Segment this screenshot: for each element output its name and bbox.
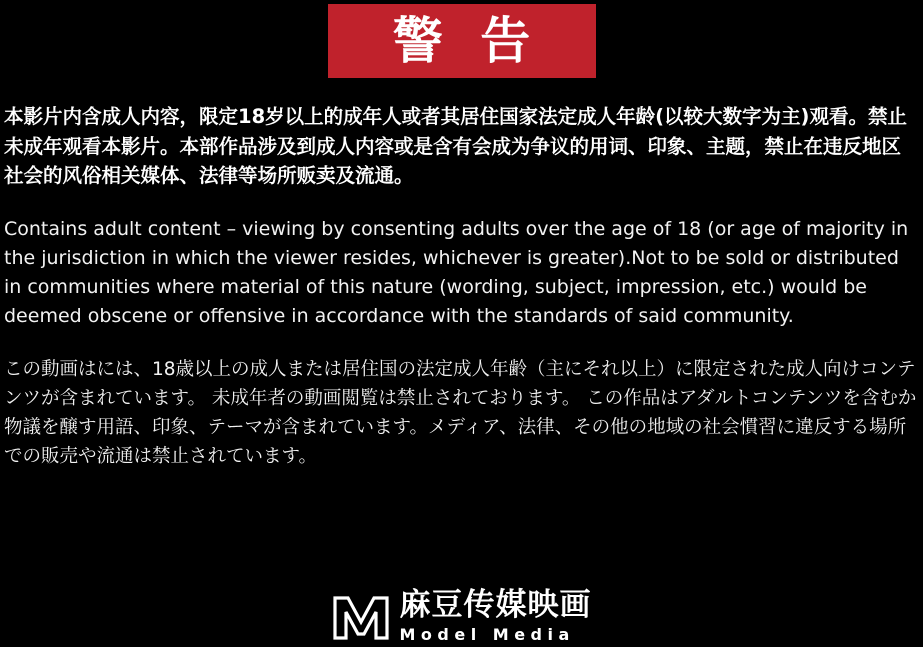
brand-name-cn: 麻豆传媒映画 [399, 587, 592, 623]
notice-content [0, 102, 923, 472]
notice-english: Contains adult content – viewing by consenting adults over the age of 18 (or age of majority in the jurisdiction in which the viewer resides, whichever is greater).Not to be sold or distributed in communities where material of this nature (wording, subject, impression, etc.) would be deemed obscene or offensive in accordance with the standards of said community. [4, 217, 909, 327]
notice-chinese: 本影片内含成人内容，限定18岁以上的成年人或者其居住国家法定成人年龄(以较大数字为主)观看。禁止未成年观看本影片。本部作品涉及到成人内容或是含有会成为争议的用词、印象、主题，禁止在违反地区社会的风俗相关媒体、法律等场所贩卖及流通。 [4, 105, 907, 188]
brand-name-en: Model Media [399, 625, 575, 644]
notice-japanese: この動画はには、18歳以上の成人または居住国の法定成人年齢（主にそれ以上）に限定された成人向けコンテンツが含まれています。 未成年者の動画閲覧は禁止されております。 この作品はアダルトコンテンツを含むか物議を醸す用語、印象、テーマが含まれています。メディア、法律、その他の地域の社会慣習に違反する場所での販売や流通は禁止されています。 [4, 359, 917, 467]
brand-logo-area [0, 587, 923, 644]
warning-banner-label: 警 告 [392, 12, 541, 70]
warning-banner-area [0, 0, 923, 78]
m-monogram-icon [332, 592, 390, 642]
warning-banner [328, 4, 596, 78]
brand-logo [332, 587, 592, 644]
brand-logo-text [399, 587, 592, 644]
